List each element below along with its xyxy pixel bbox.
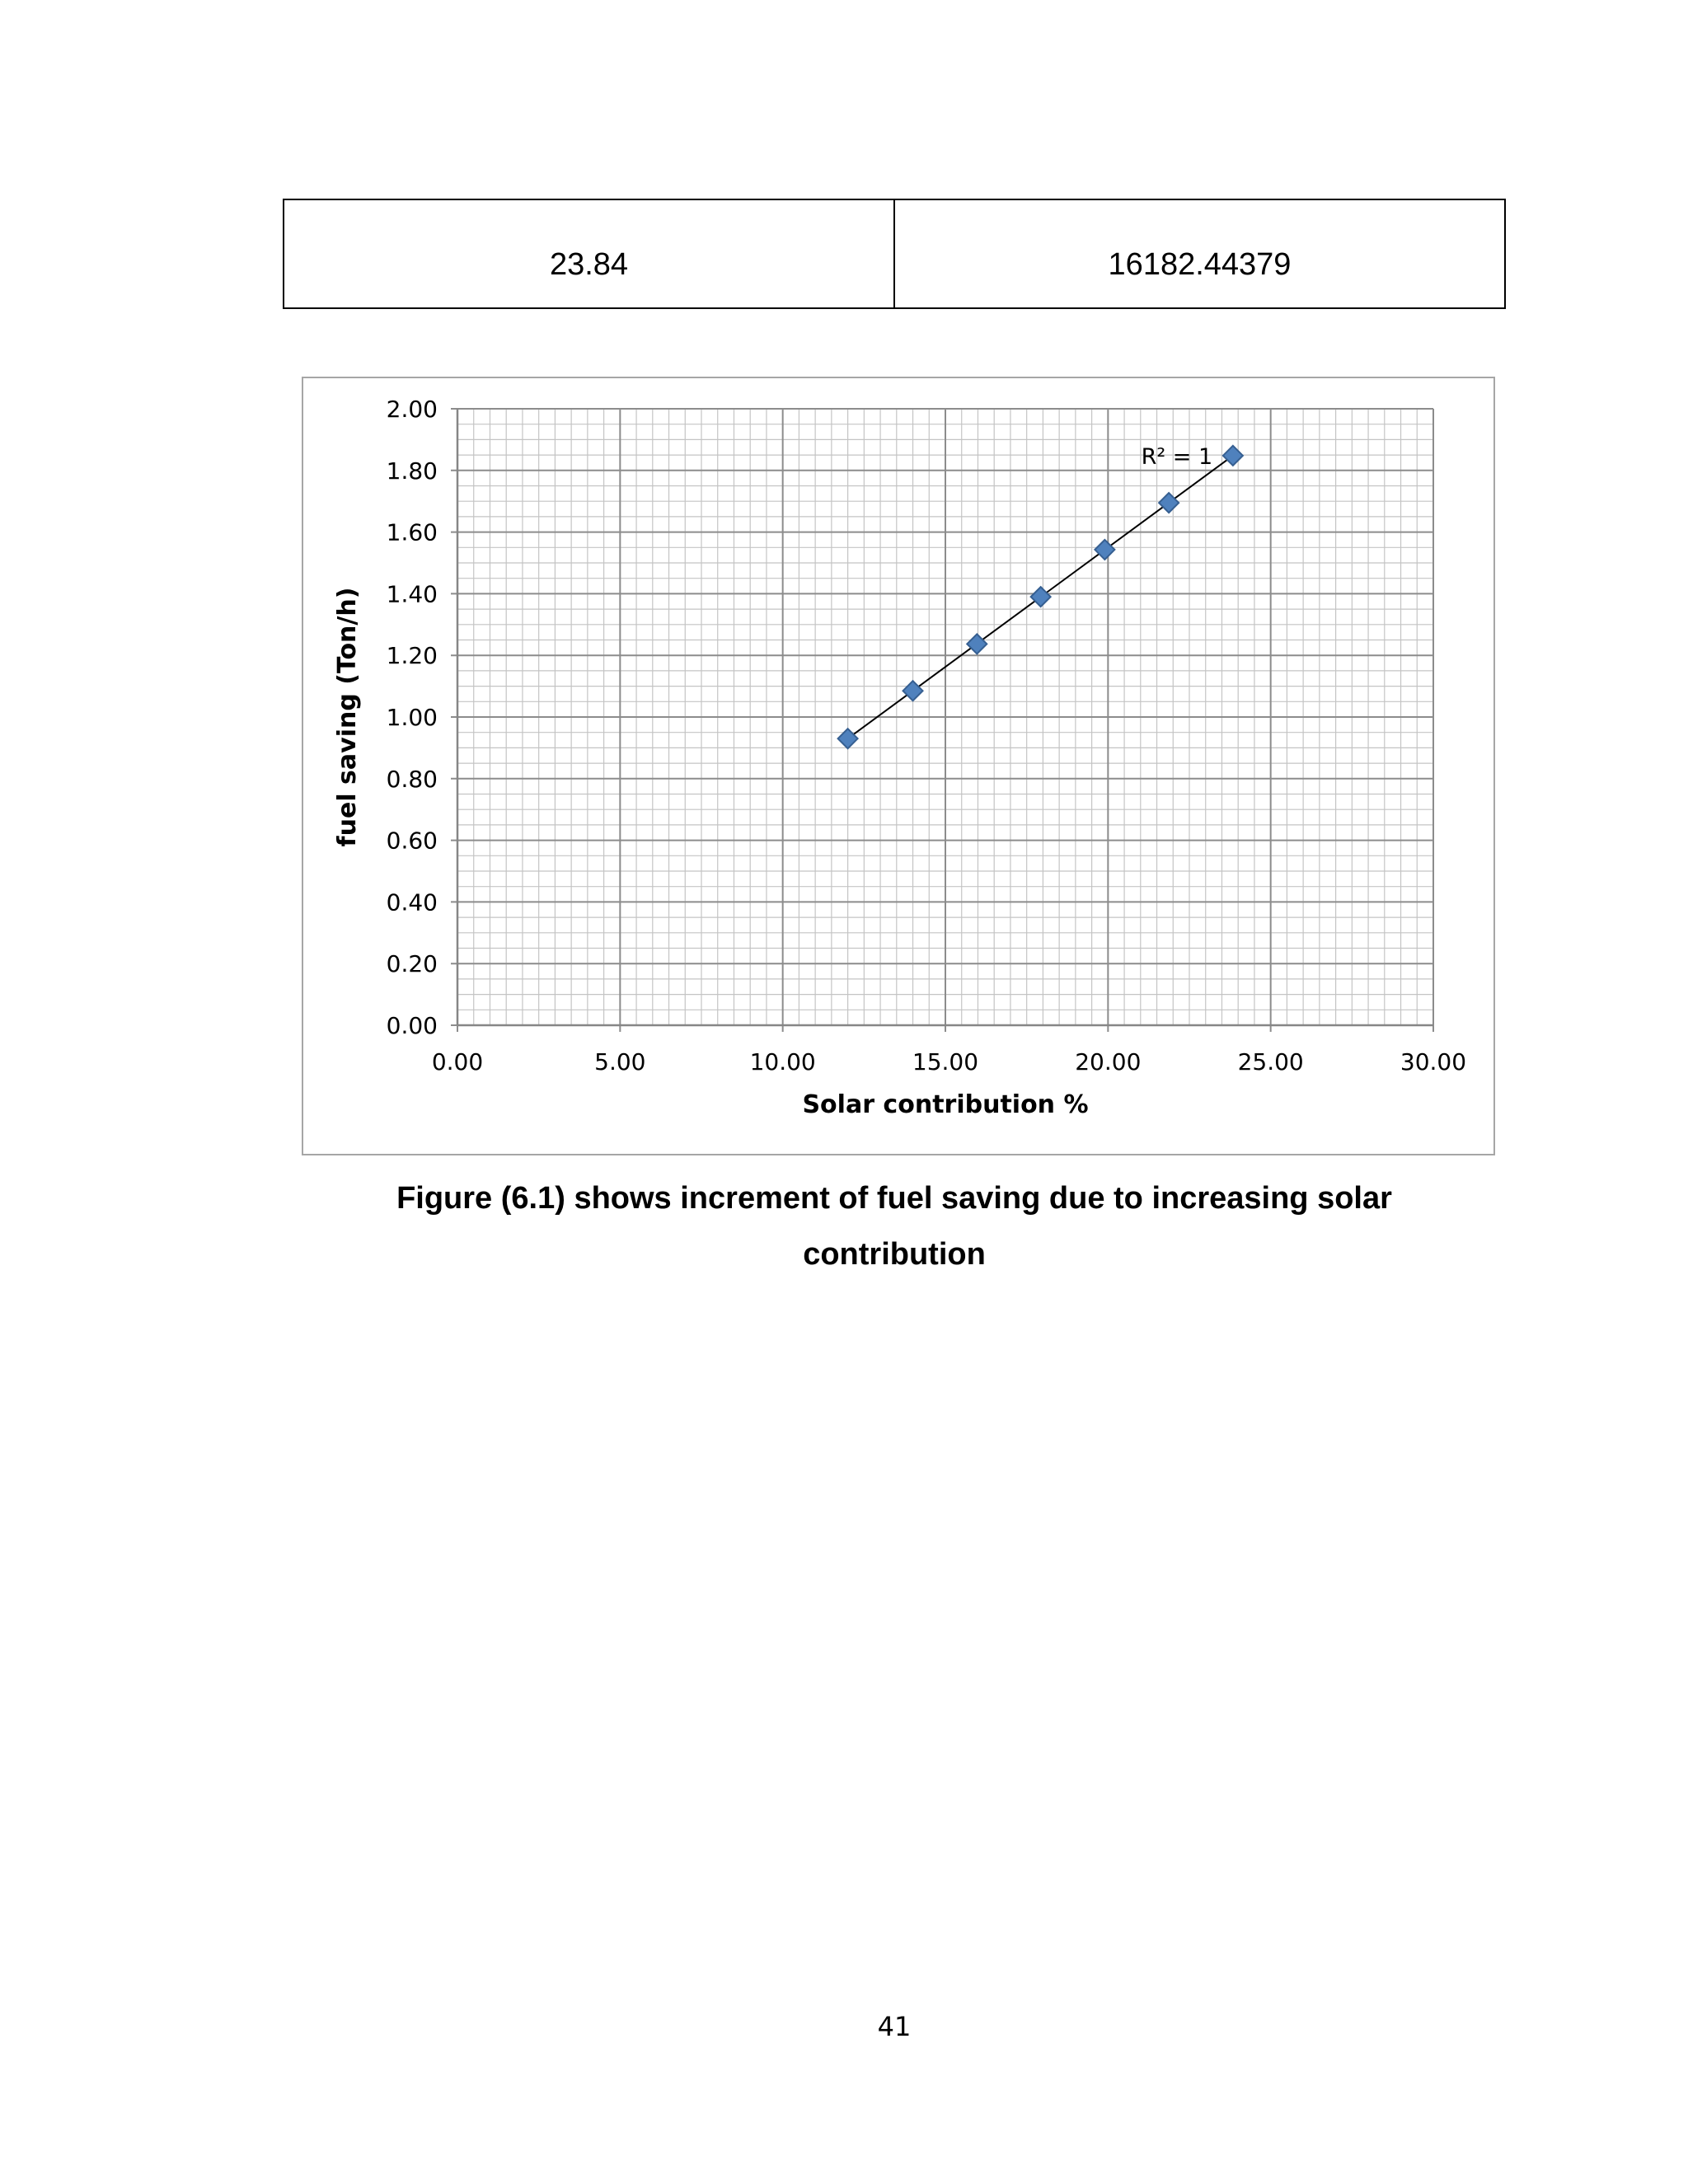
data-point <box>1031 587 1051 607</box>
y-tick-label: 0.20 <box>386 950 438 978</box>
r-squared-label: R² = 1 <box>1141 443 1213 470</box>
y-tick-label: 0.80 <box>386 765 438 793</box>
caption-line-2: contribution <box>803 1237 986 1272</box>
x-tick-label: 20.00 <box>1075 1048 1142 1076</box>
y-tick-label: 0.60 <box>386 827 438 855</box>
y-tick-label: 1.80 <box>386 457 438 485</box>
y-tick-label: 1.20 <box>386 642 438 670</box>
x-tick-label: 0.00 <box>431 1048 484 1076</box>
y-tick-label: 1.40 <box>386 580 438 608</box>
page-number: 41 <box>877 2011 912 2042</box>
y-tick-label: 1.60 <box>386 518 438 546</box>
x-tick-label: 5.00 <box>594 1048 646 1076</box>
table-cell-value: 16182.44379 <box>893 200 1504 307</box>
caption-line-1: Figure (6.1) shows increment of fuel saving due to increasing solar <box>396 1181 1392 1216</box>
data-point <box>1095 540 1114 560</box>
x-axis-title: Solar contribution % <box>802 1090 1089 1119</box>
data-point <box>1159 493 1179 513</box>
table-cell-solar-contribution: 23.84 <box>549 246 629 282</box>
y-tick-label: 1.00 <box>386 704 438 731</box>
data-point <box>838 729 858 748</box>
y-tick-label: 2.00 <box>386 396 438 423</box>
x-tick-label: 15.00 <box>912 1048 979 1076</box>
y-tick-label: 0.40 <box>386 888 438 916</box>
figure-caption <box>283 1170 1506 1282</box>
data-point <box>1223 446 1243 466</box>
y-axis-title: fuel saving (Ton/h) <box>333 587 362 847</box>
data-point <box>967 634 987 654</box>
chart-frame <box>302 377 1495 1155</box>
x-tick-label: 30.00 <box>1400 1048 1467 1076</box>
y-tick-label: 0.00 <box>386 1012 438 1039</box>
fuel-saving-scatter-chart <box>303 378 1493 1154</box>
data-point <box>903 681 923 701</box>
data-table-row <box>283 199 1506 309</box>
x-tick-label: 10.00 <box>749 1048 816 1076</box>
x-tick-label: 25.00 <box>1237 1048 1304 1076</box>
